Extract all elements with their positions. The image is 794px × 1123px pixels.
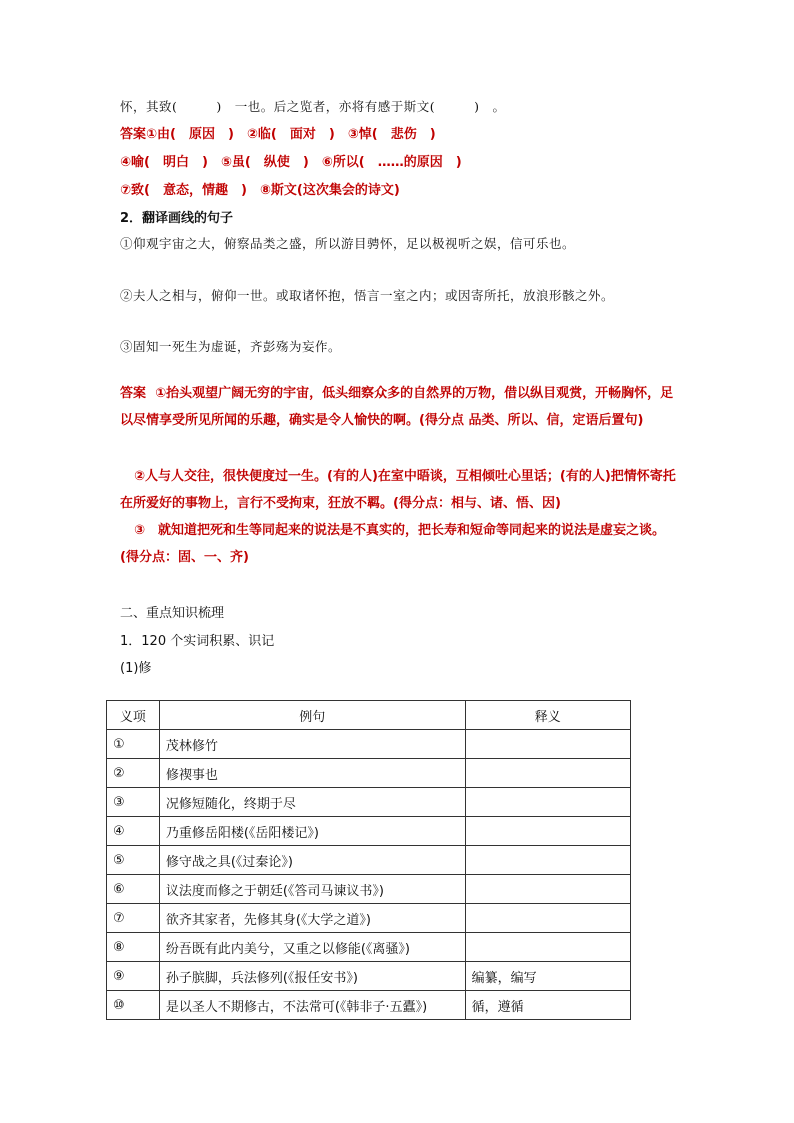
row-definition[interactable] (465, 904, 630, 933)
row-definition[interactable] (465, 817, 630, 846)
table-row (107, 904, 631, 933)
row-definition[interactable] (465, 730, 630, 759)
row-number: ④ (107, 817, 160, 846)
answer2-paragraph-3: ③ 就知道把死和生等同起来的说法是不真实的，把长寿和短命等同起来的说法是虚妄之谈。(得分点：固、一、齐) (120, 523, 666, 565)
row-number: ② (107, 759, 160, 788)
answer2-label: 答案 (120, 386, 147, 401)
row-example: 况修短随化，终期于尽 (159, 788, 465, 817)
row-example: 欲齐其家者，先修其身(《大学之道》) (159, 904, 465, 933)
row-example: 纷吾既有此内美兮，又重之以修能(《离骚》) (159, 933, 465, 962)
row-number: ⑨ (107, 962, 160, 991)
row-number: ⑦ (107, 904, 160, 933)
row-number: ⑤ (107, 846, 160, 875)
table-row (107, 759, 631, 788)
row-number: ⑧ (107, 933, 160, 962)
row-number: ③ (107, 788, 160, 817)
table-row (107, 875, 631, 904)
answer1-line2: ④喻( 明白 ) ⑤虽( 纵使 ) ⑥所以( ……的原因 ) (120, 155, 462, 170)
row-number: ⑩ (107, 991, 160, 1020)
table-row (107, 962, 631, 991)
row-example: 乃重修岳阳楼(《岳阳楼记》) (159, 817, 465, 846)
table-header-row (107, 701, 631, 730)
sub-heading: 1．120 个实词积累、识记 (120, 634, 275, 649)
vocabulary-table (106, 700, 631, 1020)
row-definition: 循，遵循 (465, 991, 630, 1020)
row-definition[interactable] (465, 788, 630, 817)
row-example: 议法度而修之于朝廷(《答司马谏议书》) (159, 875, 465, 904)
header-definition: 释义 (465, 701, 630, 730)
table-row (107, 730, 631, 759)
intro-line: 怀，其致( ) 一也。后之览者，亦将有感于斯文( ) 。 (120, 99, 506, 114)
row-example: 是以圣人不期修古，不法常可(《韩非子·五蠹》) (159, 991, 465, 1020)
answer2-paragraph-1 (120, 380, 676, 434)
table-row (107, 788, 631, 817)
row-definition[interactable] (465, 875, 630, 904)
answer1-line1: 答案①由( 原因 ) ②临( 面对 ) ③悼( 悲伤 ) (120, 127, 436, 142)
table-row (107, 846, 631, 875)
row-example: 修禊事也 (159, 759, 465, 788)
answer2-p1-text: ①抬头观望广阔无穷的宇宙，低头细察众多的自然界的万物，借以纵目观赏，开畅胸怀，足以尽情享受所见所闻的乐趣，确实是令人愉快的啊。(得分点 品类、所以、信，定语后置句) (120, 386, 674, 428)
sentence-3: ③固知一死生为虚诞，齐彭殇为妄作。 (120, 339, 342, 354)
row-number: ① (107, 730, 160, 759)
row-definition[interactable] (465, 759, 630, 788)
row-definition: 编纂，编写 (465, 962, 630, 991)
table-row (107, 991, 631, 1020)
row-example: 茂林修竹 (159, 730, 465, 759)
answer2-paragraph-2: ②人与人交往，很快便度过一生。(有的人)在室中晤谈，互相倾吐心里话；(有的人)把情怀寄托在所爱好的事物上，言行不受拘束，狂放不羁。(得分点：相与、诸、悟、因) (120, 469, 676, 511)
row-number: ⑥ (107, 875, 160, 904)
row-definition[interactable] (465, 846, 630, 875)
table-row (107, 817, 631, 846)
header-meaning-item: 义项 (107, 701, 160, 730)
row-definition[interactable] (465, 933, 630, 962)
answer1-line3: ⑦致( 意态，情趣 ) ⑧斯文(这次集会的诗文) (120, 183, 400, 198)
sentence-1: ①仰观宇宙之大，俯察品类之盛，所以游目骋怀，足以极视听之娱，信可乐也。 (120, 236, 576, 251)
header-example: 例句 (159, 701, 465, 730)
sentence-2: ②夫人之相与，俯仰一世。或取诸怀抱，悟言一室之内；或因寄所托，放浪形骸之外。 (120, 288, 615, 303)
table-row (107, 933, 631, 962)
row-example: 孙子膑脚，兵法修列(《报任安书》) (159, 962, 465, 991)
word-heading: (1)修 (120, 661, 152, 676)
row-example: 修守战之具(《过秦论》) (159, 846, 465, 875)
section-heading: 二、重点知识梳理 (120, 606, 225, 621)
section2-title: 2．翻译画线的句子 (120, 211, 234, 226)
